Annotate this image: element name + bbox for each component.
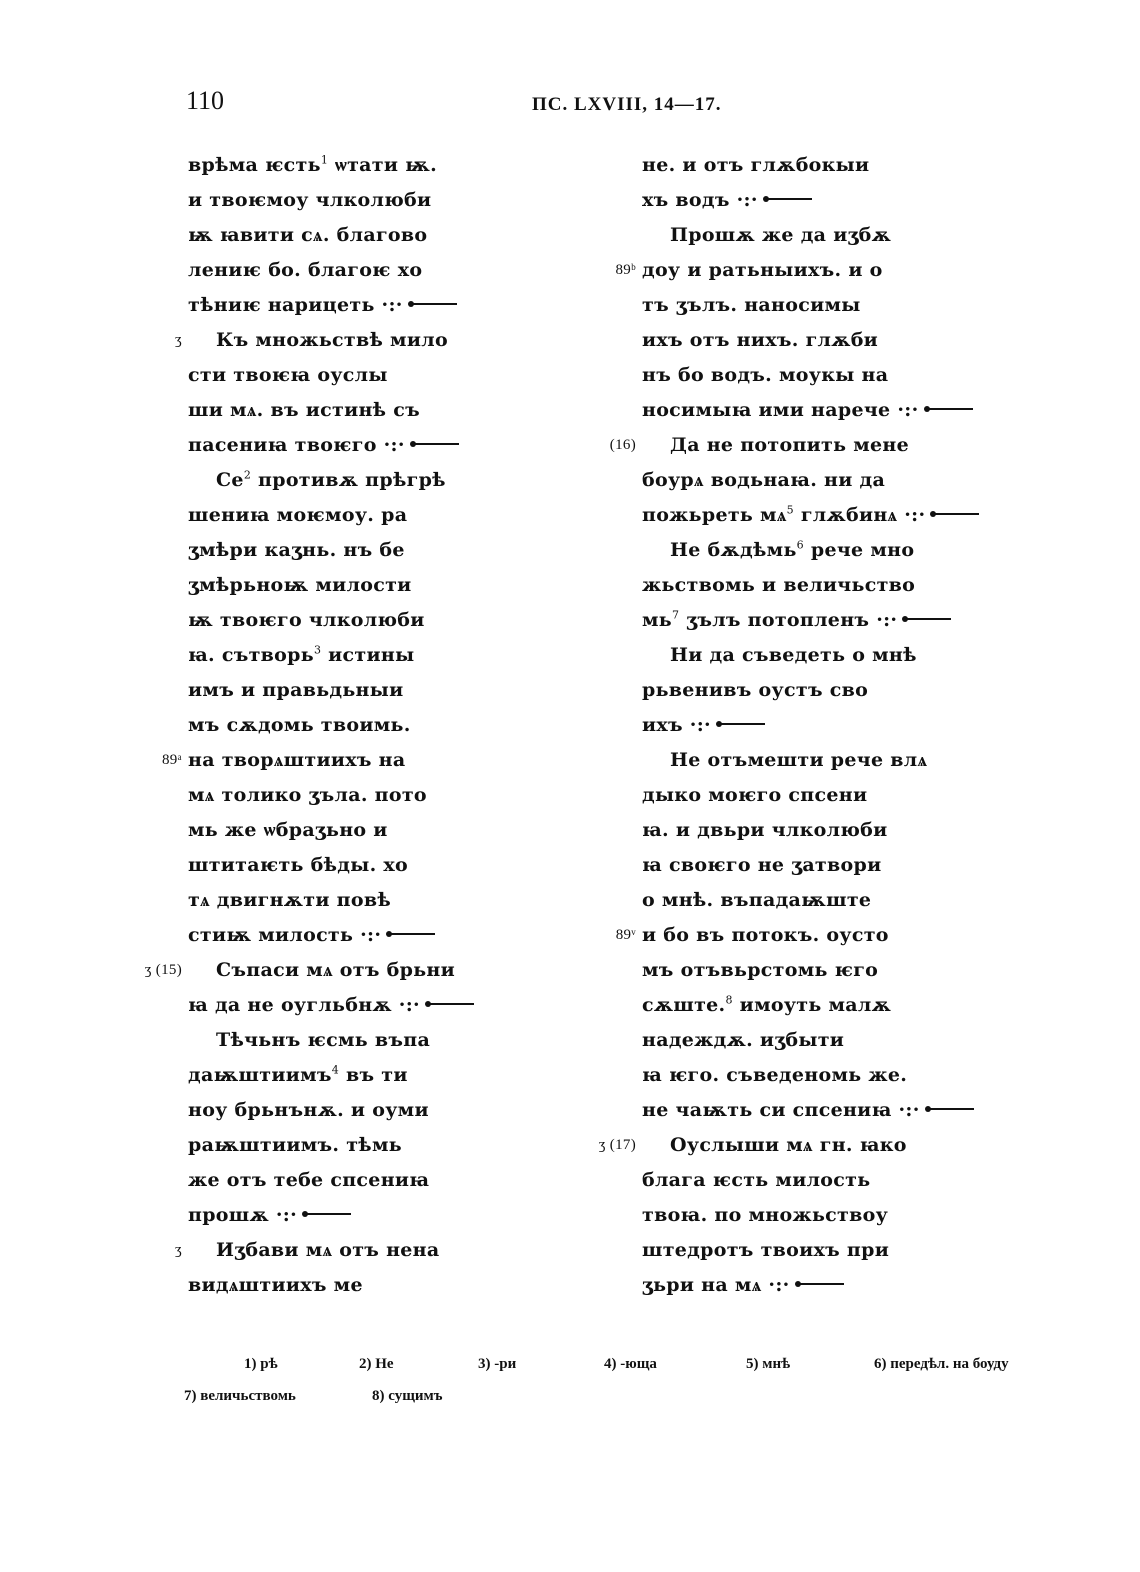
footnote-marker: 2 xyxy=(243,468,252,482)
footnote-2: 2) Не xyxy=(359,1356,394,1372)
line-text: Прошѫ же да иʒбѫ xyxy=(670,224,892,246)
line-text: Иʒбави мѧ отъ нена xyxy=(216,1239,440,1261)
line-text: ʒмѣри каʒнь. нъ бе xyxy=(188,539,405,561)
line-text: не чаѭть си спсениꙗ ·:· xyxy=(642,1099,920,1121)
text-line xyxy=(642,533,1062,568)
text-line xyxy=(188,638,608,673)
line-text: мѧ толико ʒъла. пото xyxy=(188,784,427,806)
text-line xyxy=(642,883,1062,918)
line-text: раѭштиимъ. тѣмь xyxy=(188,1134,402,1156)
text-line xyxy=(188,498,608,533)
footnote-1: 1) рѣ xyxy=(244,1356,278,1372)
margin-note: 89ᵛ xyxy=(615,927,636,943)
footnote-marker: 7 xyxy=(672,608,680,622)
line-text: Къ множьствѣ мило xyxy=(216,329,448,351)
text-line xyxy=(188,428,608,463)
line-text: ꙗ да не оугльбнѫ ·:· xyxy=(188,994,420,1016)
text-line xyxy=(642,218,1062,253)
line-text: сти твоѥꙗ оуслы xyxy=(188,364,388,386)
text-line xyxy=(188,813,608,848)
line-text: и твоѥмоу члколюби xyxy=(188,189,432,211)
line-text: ꙗ. сътворь xyxy=(188,644,314,666)
line-text: даѭштиимъ xyxy=(188,1064,332,1086)
line-text: лениѥ бо. благоѥ хо xyxy=(188,259,423,281)
verse-end-mark xyxy=(933,513,979,515)
footnote-marker: 6 xyxy=(796,538,804,552)
footnote-marker: 1 xyxy=(320,153,329,167)
line-text: ꙗ. и двьри члколюби xyxy=(642,819,888,841)
line-text: и бо въ потокъ. оусто xyxy=(642,924,889,946)
text-line xyxy=(642,673,1062,708)
margin-note: (16) xyxy=(609,437,636,453)
text-line xyxy=(188,1128,608,1163)
line-text: Се xyxy=(216,469,244,491)
line-text: ѭ ꙗвити сѧ. благово xyxy=(188,224,428,246)
verse-end-mark xyxy=(928,1108,974,1110)
text-line xyxy=(642,568,1062,603)
text-line xyxy=(188,848,608,883)
footnote-8: 8) сущимъ xyxy=(372,1388,443,1404)
line-text-continued: рече мно xyxy=(803,539,915,561)
line-text: ʒмѣрьноѭ милости xyxy=(188,574,412,596)
line-text: мь же ѡбраʒьно и xyxy=(188,819,388,841)
text-line xyxy=(598,1128,1062,1163)
line-text: ши мѧ. въ истинѣ съ xyxy=(188,399,421,421)
line-text: штитаѥть бѣды. хо xyxy=(188,854,409,876)
line-text: шениꙗ моѥмоу. ра xyxy=(188,504,408,526)
line-text: штедротъ твоихъ при xyxy=(642,1239,890,1261)
line-text: ихъ отъ нихъ. глѫби xyxy=(642,329,879,351)
text-line xyxy=(642,638,1062,673)
line-text: врѣма ѥсть xyxy=(188,154,321,176)
text-line xyxy=(188,603,608,638)
verse-end-mark xyxy=(766,198,812,200)
line-text: Съпаси мѧ отъ брьни xyxy=(216,959,455,981)
text-line xyxy=(642,778,1062,813)
line-text: дыко моѥго спсени xyxy=(642,784,868,806)
text-line xyxy=(188,988,608,1023)
text-line xyxy=(144,953,608,988)
line-text: на творѧштиихъ на xyxy=(188,749,406,771)
verse-end-mark xyxy=(389,933,435,935)
footnote-row xyxy=(184,1356,1084,1388)
text-line xyxy=(642,358,1062,393)
text-line xyxy=(188,918,608,953)
text-line xyxy=(642,1023,1062,1058)
text-line xyxy=(642,848,1062,883)
margin-note: ʒ (17) xyxy=(598,1137,636,1153)
text-line xyxy=(642,813,1062,848)
text-line xyxy=(188,1093,608,1128)
line-text: не. и отъ глѫбокыи xyxy=(642,154,870,176)
text-line xyxy=(642,148,1062,183)
footnotes xyxy=(184,1356,1084,1420)
margin-note: ʒ xyxy=(175,1242,182,1258)
line-text: мъ отъвьрстомь ѥго xyxy=(642,959,879,981)
text-line xyxy=(188,673,608,708)
verse-end-mark xyxy=(428,1003,474,1005)
text-line xyxy=(188,708,608,743)
line-text: Тѣчьнъ ѥсмь въпа xyxy=(216,1029,431,1051)
left-column xyxy=(144,148,608,1303)
footnote-6: 6) передѣл. на боуду xyxy=(874,1356,1009,1372)
line-text: прошѫ ·:· xyxy=(188,1204,298,1226)
text-line xyxy=(642,323,1062,358)
line-text: стиѭ милость ·:· xyxy=(188,924,382,946)
line-text: сѫште. xyxy=(642,994,726,1016)
text-line xyxy=(615,918,1062,953)
text-line xyxy=(188,1163,608,1198)
line-text: Не бѫдѣмь xyxy=(670,539,797,561)
text-line xyxy=(642,498,1062,533)
verse-end-mark xyxy=(719,723,765,725)
line-text: Оуслыши мѧ гн. ꙗко xyxy=(670,1134,907,1156)
text-line xyxy=(642,1198,1062,1233)
footnote-marker: 3 xyxy=(313,643,322,657)
page-number: 110 xyxy=(186,86,225,115)
text-line xyxy=(642,183,1062,218)
line-text: тѧ двигнѫти повѣ xyxy=(188,889,392,911)
line-text-continued: въ ти xyxy=(339,1064,408,1086)
footnote-5: 5) мнѣ xyxy=(746,1356,791,1372)
line-text: твоꙗ. по множьствоу xyxy=(642,1204,889,1226)
line-text: жьствомь и величьство xyxy=(642,574,916,596)
text-line xyxy=(188,218,608,253)
text-line xyxy=(642,393,1062,428)
line-text: же отъ тебе спсениꙗ xyxy=(188,1169,430,1191)
text-line xyxy=(188,358,608,393)
line-text: Да не потопить мене xyxy=(670,434,910,456)
line-text: пожьреть мѧ xyxy=(642,504,787,526)
footnote-marker: 4 xyxy=(331,1063,340,1077)
footnote-row xyxy=(184,1388,1084,1420)
margin-note: 89ᵃ xyxy=(161,752,182,768)
right-column xyxy=(598,148,1062,1303)
text-line xyxy=(188,1198,608,1233)
line-text: доу и ратьныихъ. и о xyxy=(642,259,883,281)
text-line xyxy=(161,743,608,778)
line-text: Не отъмешти рече влѧ xyxy=(670,749,928,771)
running-head: ПС. LXVIII, 14—17. xyxy=(532,94,722,115)
line-text: нъ бо водъ. моукы на xyxy=(642,364,889,386)
line-text: Ни да съведеть о мнѣ xyxy=(670,644,917,666)
line-text-continued: противѫ прѣгрѣ xyxy=(251,469,446,491)
text-line xyxy=(188,183,608,218)
margin-note: 89ᵇ xyxy=(615,262,636,278)
line-text: ихъ ·:· xyxy=(642,714,711,736)
line-text: видѧштиихъ ме xyxy=(188,1274,363,1296)
text-line xyxy=(642,988,1062,1023)
line-text: мь xyxy=(642,609,672,631)
footnote-7: 7) величьствомь xyxy=(184,1388,296,1404)
footnote-3: 3) -ри xyxy=(478,1356,517,1372)
text-line xyxy=(642,743,1062,778)
text-line xyxy=(642,953,1062,988)
line-text: ꙗ своѥго не ʒатвори xyxy=(642,854,882,876)
text-line xyxy=(642,1233,1062,1268)
margin-note: ʒ (15) xyxy=(144,962,182,978)
margin-note: ʒ xyxy=(175,332,182,348)
line-text: мъ сѫдомь твоимь. xyxy=(188,714,411,736)
footnote-marker: 5 xyxy=(786,503,794,517)
line-text-continued: ѡтати ѭ. xyxy=(328,154,438,176)
text-line xyxy=(188,288,608,323)
text-line xyxy=(188,253,608,288)
text-line xyxy=(175,1233,608,1268)
line-text: блага ѥсть милость xyxy=(642,1169,871,1191)
text-line xyxy=(188,778,608,813)
verse-end-mark xyxy=(411,303,457,305)
line-text: рьвенивъ оустъ сво xyxy=(642,679,869,701)
text-line xyxy=(642,708,1062,743)
verse-end-mark xyxy=(305,1213,351,1215)
text-line xyxy=(188,393,608,428)
text-line xyxy=(188,568,608,603)
text-line xyxy=(188,1268,608,1303)
line-text: тѣниѥ нарицеть ·:· xyxy=(188,294,403,316)
verse-end-mark xyxy=(413,443,459,445)
text-line xyxy=(642,288,1062,323)
text-line xyxy=(642,1093,1062,1128)
verse-end-mark xyxy=(798,1283,844,1285)
line-text-continued: ʒълъ потопленъ ·:· xyxy=(679,609,898,631)
text-line xyxy=(609,428,1062,463)
line-text: ноу брьнънѫ. и оуми xyxy=(188,1099,429,1121)
line-text: боурѧ водьнаꙗ. ни да xyxy=(642,469,886,491)
text-line xyxy=(188,1058,608,1093)
text-line xyxy=(188,533,608,568)
line-text: имъ и правьдьныи xyxy=(188,679,404,701)
line-text: ꙗ ѥго. съведеномь же. xyxy=(642,1064,908,1086)
line-text: о мнѣ. въпадаѭште xyxy=(642,889,872,911)
line-text: тъ ʒълъ. наносимы xyxy=(642,294,861,316)
text-line xyxy=(642,1163,1062,1198)
text-line xyxy=(188,1023,608,1058)
line-text: хъ водъ ·:· xyxy=(642,189,758,211)
footnote-4: 4) -юща xyxy=(604,1356,657,1372)
line-text: надеждѫ. иʒбыти xyxy=(642,1029,845,1051)
text-line xyxy=(642,463,1062,498)
text-line xyxy=(188,463,608,498)
line-text: пасениꙗ твоѥго ·:· xyxy=(188,434,405,456)
line-text: ʒьри на мѧ ·:· xyxy=(642,1274,790,1296)
line-text-continued: имоуть малѫ xyxy=(732,994,892,1016)
text-line xyxy=(642,1058,1062,1093)
text-line xyxy=(642,1268,1062,1303)
footnote-marker: 8 xyxy=(725,993,733,1007)
text-line xyxy=(188,148,608,183)
line-text: ѭ твоѥго члколюби xyxy=(188,609,425,631)
text-line xyxy=(188,883,608,918)
line-text: носимыꙗ ими нарече ·:· xyxy=(642,399,919,421)
text-line xyxy=(615,253,1062,288)
line-text-continued: истины xyxy=(321,644,415,666)
verse-end-mark xyxy=(905,618,951,620)
text-line xyxy=(175,323,608,358)
verse-end-mark xyxy=(927,408,973,410)
text-line xyxy=(642,603,1062,638)
line-text-continued: глѫбинѧ ·:· xyxy=(793,504,926,526)
